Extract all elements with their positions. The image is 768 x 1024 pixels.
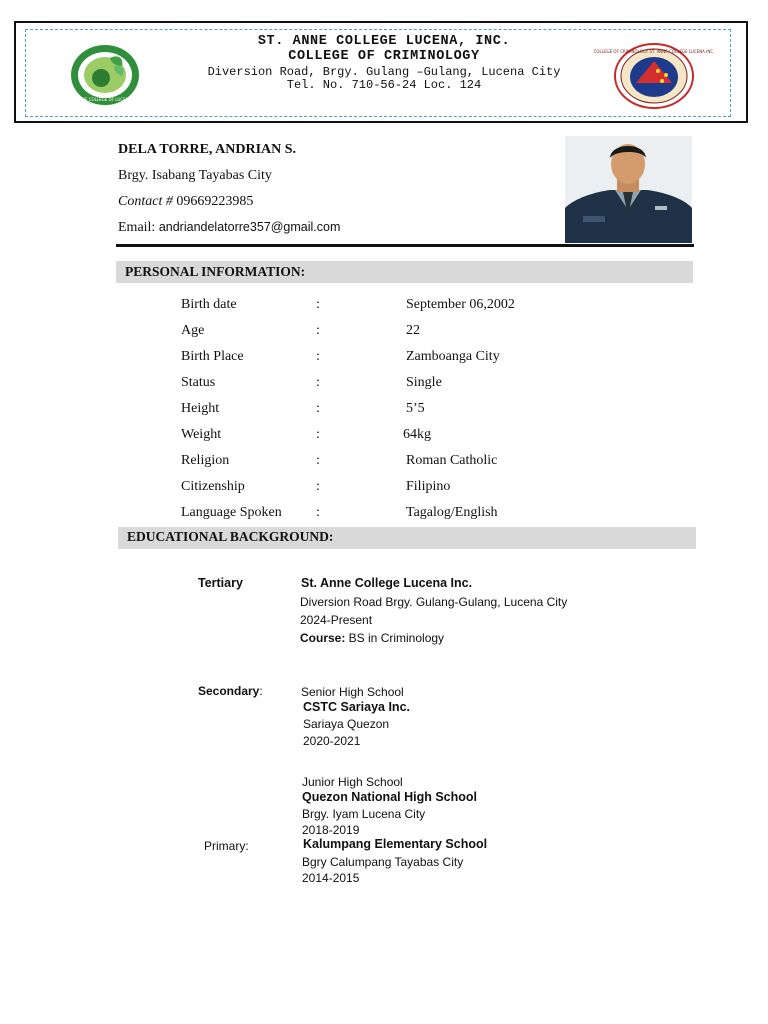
field-label: Birth date	[181, 297, 237, 312]
contact-label: Contact #	[118, 194, 173, 209]
tertiary-years: 2024-Present	[300, 613, 373, 627]
secondary-label-line	[198, 684, 263, 698]
tertiary-course	[300, 631, 444, 645]
email-line	[118, 220, 340, 236]
field-separator: :	[316, 323, 320, 338]
email-label: Email:	[118, 220, 159, 235]
junior-high-label: Junior High School	[302, 775, 403, 789]
field-value: 5’5	[406, 401, 425, 416]
field-label: Age	[181, 323, 205, 338]
secondary-colon: :	[259, 684, 263, 698]
email-address: andriandelatorre357@gmail.com	[158, 220, 341, 234]
junior-high-address: Brgy. Iyam Lucena City	[302, 807, 426, 821]
personal-information-title: PERSONAL INFORMATION:	[125, 264, 306, 279]
field-value: Tagalog/English	[406, 505, 498, 520]
school-telephone: Tel. No. 710-56-24 Loc. 124	[286, 78, 482, 92]
applicant-photo	[565, 136, 692, 243]
field-value: Zamboanga City	[406, 349, 500, 364]
primary-address: Bgry Calumpang Tayabas City	[302, 855, 464, 869]
educational-background-title: EDUCATIONAL BACKGROUND:	[127, 529, 334, 544]
field-label: Birth Place	[181, 349, 244, 364]
field-separator: :	[316, 349, 320, 364]
contact-number: 09669223985	[172, 194, 254, 209]
tertiary-label: Tertiary	[198, 576, 243, 590]
field-separator: :	[316, 505, 320, 520]
personal-info-row	[0, 505, 768, 525]
field-separator: :	[316, 375, 320, 390]
personal-info-row	[0, 323, 768, 343]
personal-info-row	[0, 479, 768, 499]
contact-line	[118, 194, 253, 210]
field-separator: :	[316, 453, 320, 468]
tertiary-address: Diversion Road Brgy. Gulang-Gulang, Lucena City	[300, 595, 568, 609]
primary-school: Kalumpang Elementary School	[303, 837, 488, 851]
senior-high-years: 2020-2021	[303, 734, 361, 748]
field-value: Roman Catholic	[406, 453, 498, 468]
school-address: Diversion Road, Brgy. Gulang –Gulang, Lucena City	[207, 65, 561, 79]
profile-divider	[116, 244, 694, 247]
college-name: COLLEGE OF CRIMINOLOGY	[288, 49, 480, 64]
field-separator: :	[316, 479, 320, 494]
personal-info-row	[0, 349, 768, 369]
senior-high-school: CSTC Sariaya Inc.	[303, 700, 410, 714]
educational-background-heading	[118, 527, 696, 549]
field-separator: :	[316, 401, 320, 416]
secondary-label: Secondary	[198, 684, 260, 698]
field-label: Height	[181, 401, 220, 416]
applicant-address: Brgy. Isabang Tayabas City	[118, 168, 272, 183]
junior-high-years: 2018-2019	[302, 823, 360, 837]
field-label: Language Spoken	[181, 505, 282, 520]
personal-info-row	[0, 375, 768, 395]
primary-years: 2014-2015	[302, 871, 360, 885]
field-value: Single	[406, 375, 442, 390]
field-value: Filipino	[406, 479, 451, 494]
primary-label: Primary:	[204, 839, 249, 853]
school-name: ST. ANNE COLLEGE LUCENA, INC.	[257, 34, 511, 49]
personal-information-heading	[116, 261, 693, 283]
left-logo-text: ST. ANNE COLLEGE OF LUCENA INC.	[69, 97, 141, 102]
field-separator: :	[316, 297, 320, 312]
field-label: Religion	[181, 453, 230, 468]
applicant-name: DELA TORRE, ANDRIAN S.	[118, 142, 297, 157]
personal-info-row	[0, 453, 768, 473]
junior-high-school: Quezon National High School	[302, 790, 477, 804]
tertiary-school: St. Anne College Lucena Inc.	[301, 576, 473, 590]
field-separator: :	[316, 427, 320, 442]
field-value: 22	[406, 323, 420, 338]
course-label: Course:	[300, 631, 346, 645]
field-label: Citizenship	[181, 479, 245, 494]
personal-info-row	[0, 297, 768, 317]
senior-high-address: Sariaya Quezon	[303, 717, 390, 731]
senior-high-label: Senior High School	[301, 685, 404, 699]
field-label: Status	[181, 375, 216, 390]
field-value: September 06,2002	[406, 297, 515, 312]
personal-info-row	[0, 401, 768, 421]
course-value: BS in Criminology	[345, 631, 445, 645]
field-label: Weight	[181, 427, 222, 442]
right-logo-text: COLLEGE OF CRIMINOLOGY ST. ANNE COLLEGE LUCENA INC.	[593, 49, 715, 54]
personal-info-row	[0, 427, 768, 447]
field-value: 64kg	[403, 427, 431, 442]
